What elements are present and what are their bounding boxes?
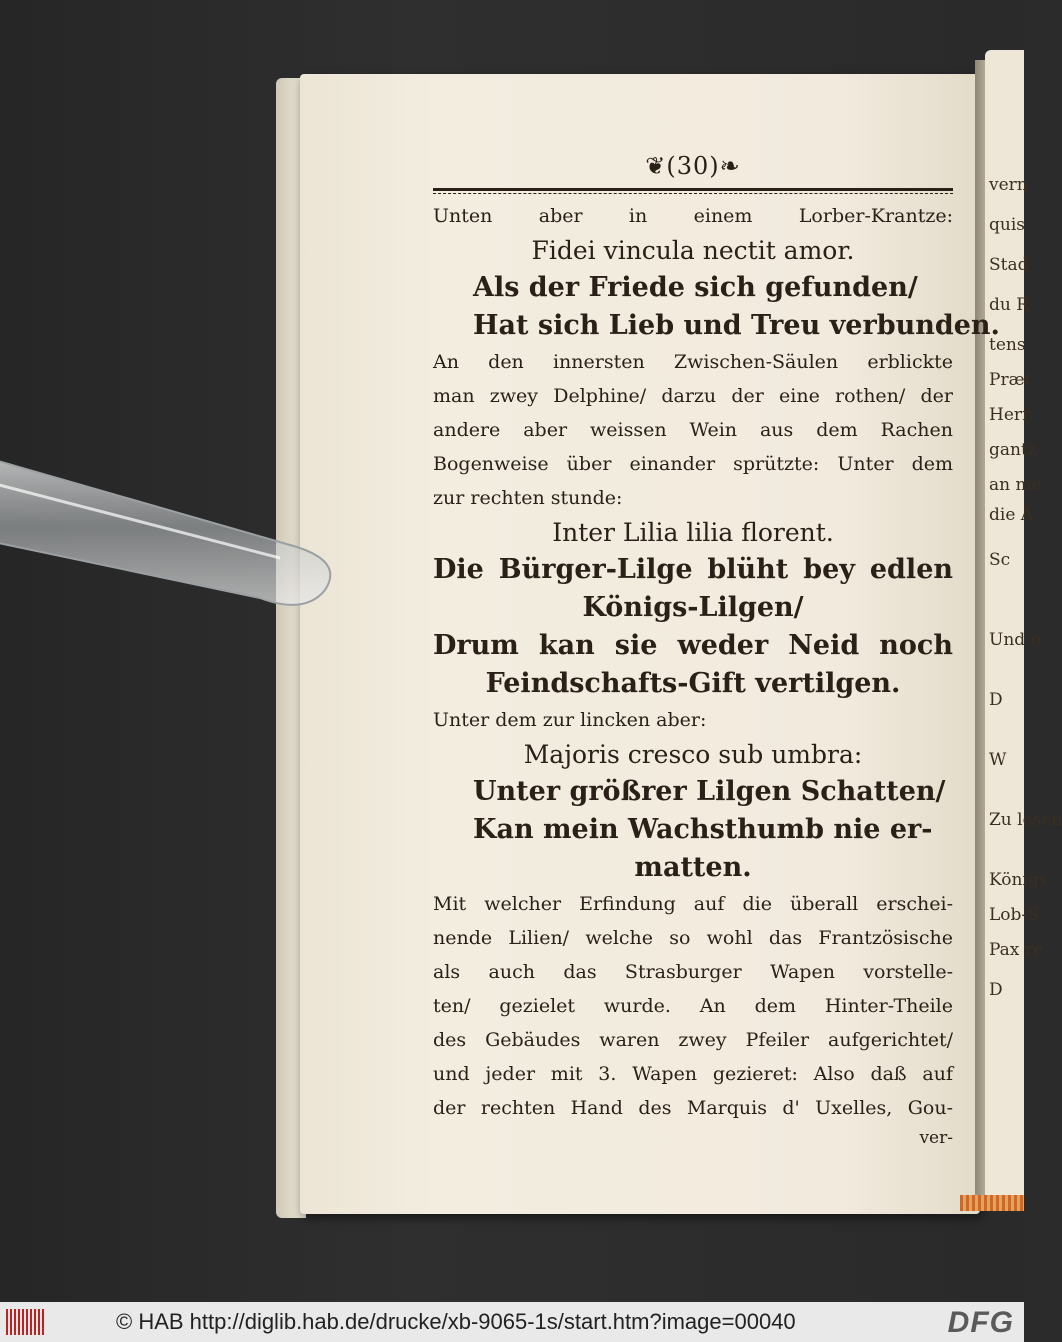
header-rule [433,188,953,191]
verse-line: Kan mein Wachsthumb nie er- [473,814,933,845]
next-page-text-fragment: Præt [989,370,1032,390]
page-text [433,152,1000,1151]
verse-line: Drum kan sie weder Neid noch [433,630,953,661]
page-number-header: ❦(30)❧ [645,152,741,180]
dfg-logo: DFG [947,1306,1014,1339]
latin-motto: Inter Lilia lilia florent. [552,518,834,547]
page-weight-pointer [0,440,360,600]
next-page-text-fragment: Stad [989,255,1029,275]
text-line: andere aber weissen Wein aus dem Rachen [433,419,953,441]
spine-strip [960,1195,1024,1211]
next-page-text-fragment: W [989,750,1007,770]
next-page-text-fragment: Pax re [989,940,1043,960]
next-page-text-fragment: Königs [989,870,1048,890]
next-page-text-fragment: tens [989,335,1026,355]
next-page-text-fragment: die A [989,505,1034,525]
verse-line: Königs-Lilgen/ [582,592,804,623]
catchword: ver- [919,1128,953,1148]
text-line: Unten aber in einem Lorber-Krantze: [433,205,953,227]
verse-line: Feindschafts-Gift vertilgen. [485,668,901,699]
text-line: und jeder mit 3. Wapen gezieret: Also daß auf [433,1063,953,1085]
next-page-text-fragment: Und o [989,630,1041,650]
next-page-text-fragment: Zu lesen [989,810,1062,830]
next-page-fragment [985,50,1062,1210]
verse-line: matten. [634,852,752,883]
latin-motto: Majoris cresco sub umbra: [523,740,863,769]
verse-line: Die Bürger-Lilge blüht bey edlen [433,554,953,585]
text-line: man zwey Delphine/ darzu der eine rothen/ der [433,385,953,407]
footer-bar [0,1302,1024,1342]
text-line: der rechten Hand des Marquis d' Uxelles, Gou- [433,1097,953,1119]
next-page-text-fragment: an me [989,475,1042,495]
verse-line: Als der Friede sich gefunden/ [473,272,918,303]
latin-motto: Fidei vincula nectit amor. [531,236,855,265]
library-logo-icon [6,1309,44,1335]
text-line: ten/ gezielet wurde. An dem Hinter-Theile [433,995,953,1017]
text-line: als auch das Strasburger Wapen vorstelle- [433,961,953,983]
next-page-text-fragment: gantz [989,440,1037,460]
next-page-text-fragment: D [989,980,1003,1000]
next-page-text-fragment: du R [989,295,1030,315]
verse-line: Unter größrer Lilgen Schatten/ [473,776,946,807]
text-line: nende Lilien/ welche so wohl das Frantzösische [433,927,953,949]
text-line: zur rechten stunde: [433,487,623,509]
next-page-text-fragment: Sc [989,550,1011,570]
text-line: des Gebäudes waren zwey Pfeiler aufgerichtet/ [433,1029,953,1051]
text-line: Mit welcher Erfindung auf die überall erschei- [433,893,953,915]
next-page-text-fragment: vern [989,175,1028,195]
next-page-text-fragment: quis [989,215,1025,235]
next-page-text-fragment: Lob-S [989,905,1039,925]
text-line: Bogenweise über einander sprützte: Unter dem [433,453,953,475]
verse-line: Hat sich Lieb und Treu verbunden. [473,310,1000,341]
text-line: An den innersten Zwischen-Säulen erblickte [433,351,953,373]
text-line: Unter dem zur lincken aber: [433,709,707,731]
next-page-text-fragment: Herr [989,405,1031,425]
next-page-text-fragment: D [989,690,1003,710]
copyright-credit: © HAB http://diglib.hab.de/drucke/xb-9065-1s/start.htm?image=00040 [116,1309,796,1334]
